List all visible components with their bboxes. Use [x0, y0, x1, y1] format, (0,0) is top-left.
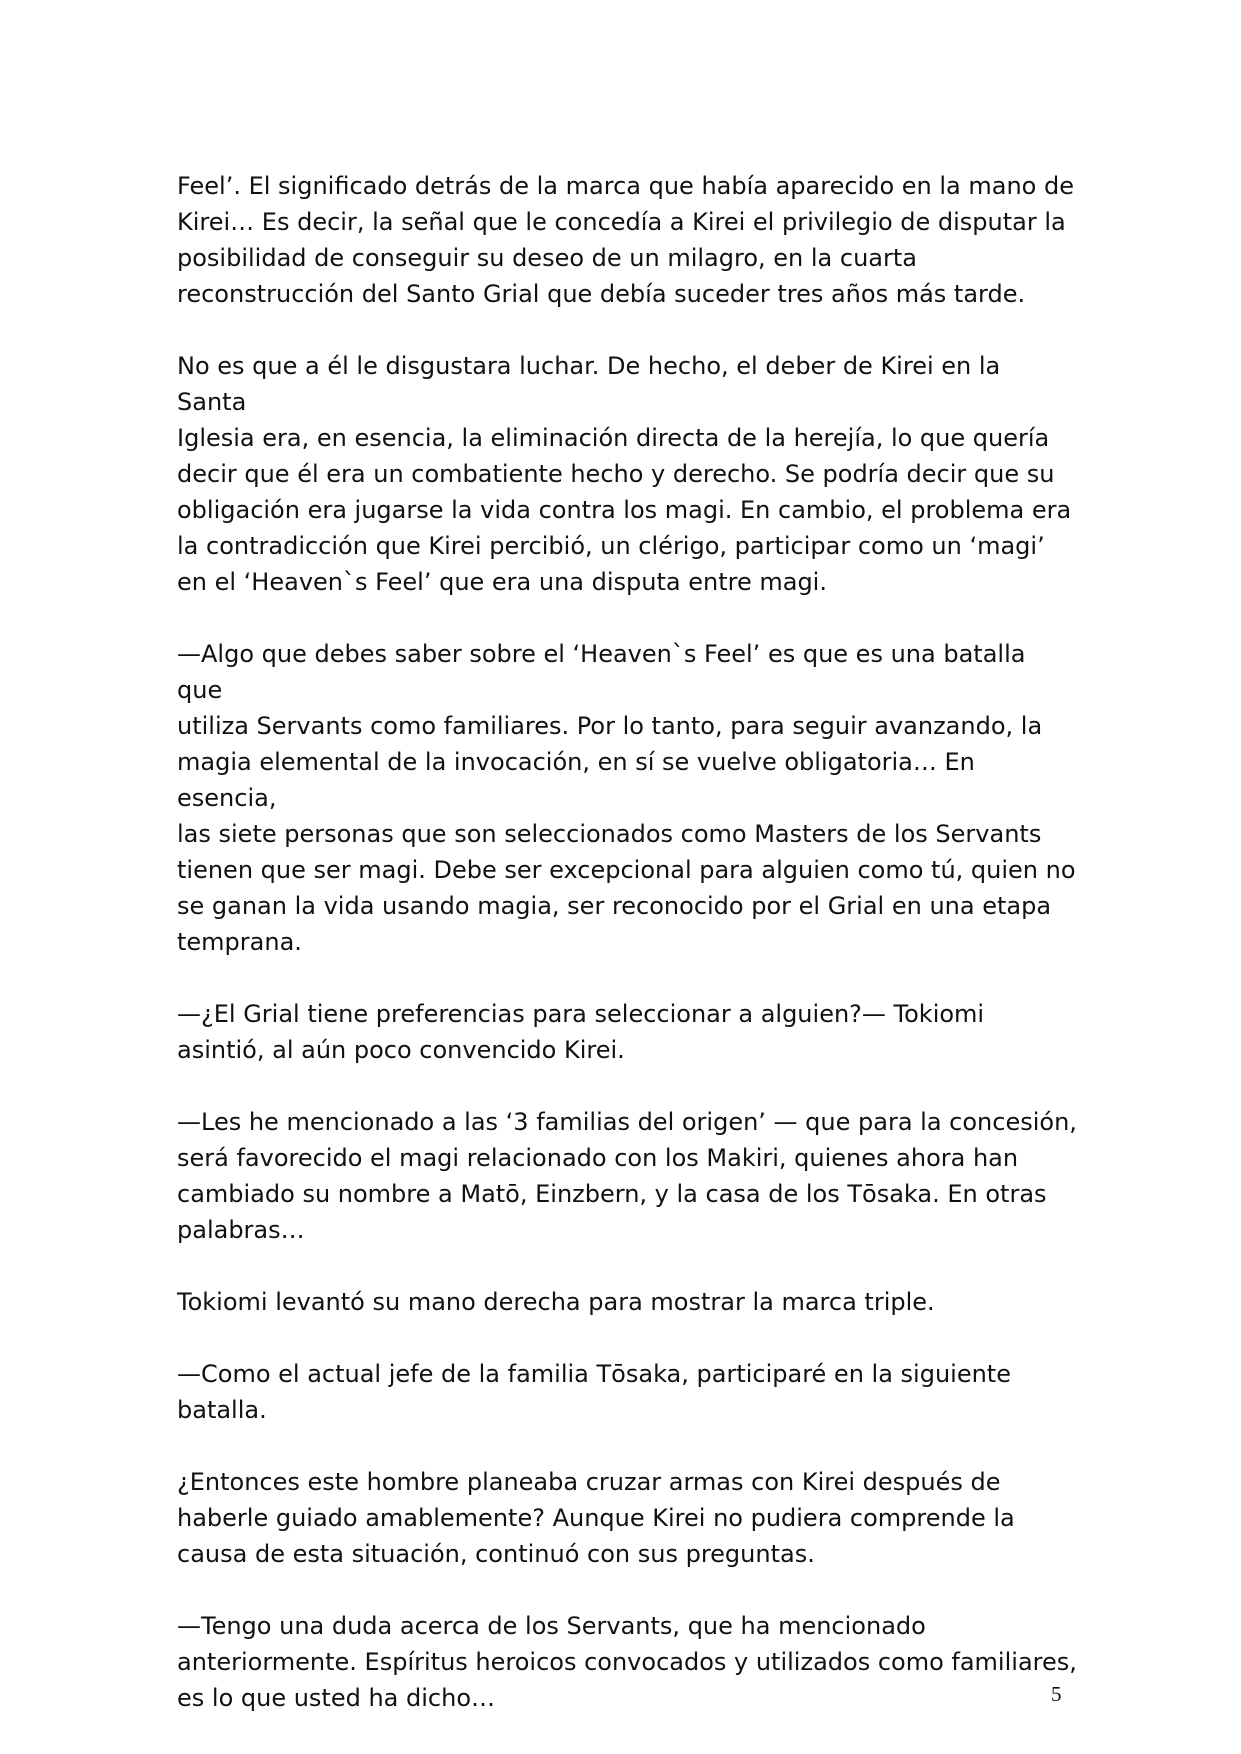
paragraph-8: ¿Entonces este hombre planeaba cruzar armas con Kirei después de haberle guiado amablemente? Aunque Kirei no pudiera comprende la causa de esta situación, continuó con sus preguntas.	[177, 1468, 1015, 1568]
paragraph-3: —Algo que debes saber sobre el ‘Heaven`s Feel’ es que es una batalla que utiliza Servants como familiares. Por lo tanto, para seguir avanzando, la magia elemental de la invocación, en sí se vuelve obligatoria… En esencia, las siete personas que son seleccionados como Masters de los Servants tienen que ser magi. Debe ser excepcional para alguien como tú, quien no se ganan la vida usando magia, ser reconocido por el Grial en una etapa temprana.	[177, 640, 1076, 956]
page-number: 5	[1051, 1682, 1062, 1706]
paragraph-6: Tokiomi levantó su mano derecha para mostrar la marca triple.	[177, 1288, 935, 1316]
text-body	[177, 168, 1077, 1752]
paragraph-1: Feel’. El significado detrás de la marca que había aparecido en la mano de Kirei… Es decir, la señal que le concedía a Kirei el privilegio de disputar la posibilidad de conseguir su deseo de un milagro, en la cuarta reconstrucción del Santo Grial que debía suceder tres años más tarde.	[177, 172, 1074, 308]
paragraph-9: —Tengo una duda acerca de los Servants, que ha mencionado anteriormente. Espíritus heroicos convocados y utilizados como familiares, es lo que usted ha dicho…	[177, 1612, 1077, 1712]
paragraph-4: —¿El Grial tiene preferencias para seleccionar a alguien?— Tokiomi asintió, al aún poco convencido Kirei.	[177, 1000, 985, 1064]
paragraph-2: No es que a él le disgustara luchar. De hecho, el deber de Kirei en la Santa Iglesia era, en esencia, la eliminación directa de la herejía, lo que quería decir que él era un combatiente hecho y derecho. Se podría decir que su obligación era jugarse la vida contra los magi. En cambio, el problema era la contradicción que Kirei percibió, un clérigo, participar como un ‘magi’ en el ‘Heaven`s Feel’ que era una disputa entre magi.	[177, 352, 1072, 596]
paragraph-7: —Como el actual jefe de la familia Tōsaka, participaré en la siguiente batalla.	[177, 1360, 1011, 1424]
paragraph-5: —Les he mencionado a las ‘3 familias del origen’ — que para la concesión, será favorecido el magi relacionado con los Makiri, quienes ahora han cambiado su nombre a Matō, Einzbern, y la casa de los Tōsaka. En otras palabras…	[177, 1108, 1077, 1244]
